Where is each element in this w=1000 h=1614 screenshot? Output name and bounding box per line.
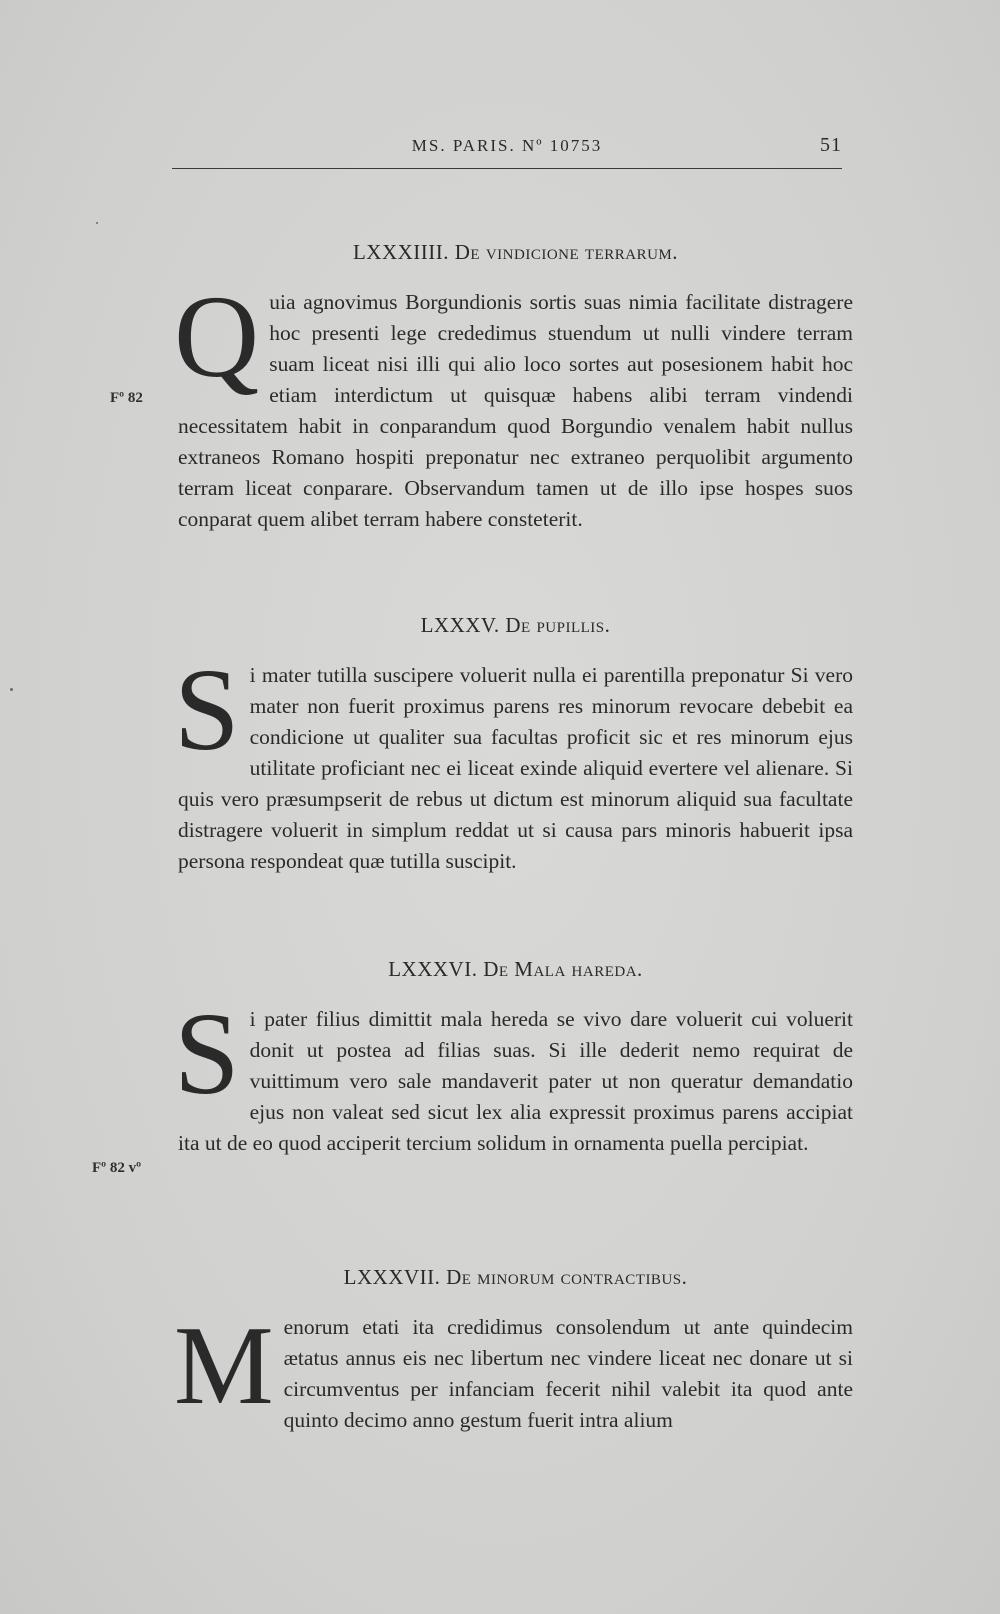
- chapter-87: [174, 1265, 853, 1436]
- chapter-heading: LXXXV. De pupillis.: [420, 613, 611, 637]
- chapter-86: [174, 957, 853, 1159]
- paper-speck: [96, 222, 98, 224]
- chapter-heading: LXXXVI. De Mala hareda.: [388, 957, 643, 981]
- drop-cap-initial: Q: [174, 271, 260, 402]
- drop-cap-initial: S: [174, 644, 240, 775]
- chapter-text: uia agnovimus Borgundionis sortis suas nimia facilitate distragere hoc presenti lege crededimus stuendum ut nulli vindere terram suam liceat nisi illi qui alio loco sortes aut posesionem habit hoc etiam interdictum ut quisquæ habens alibi terram vindendi necessitatem habit in conparandum quod Borgundio venalem habit nullus extraneos Romano hospiti preponatur nec extraneo perquolibit argumento terram liceat conparare. Observandum tamen ut de illo ipse hospes suos conparat quem alibet terram habere consteterit.: [178, 290, 853, 531]
- drop-cap-initial: S: [174, 988, 240, 1119]
- chapter-body: [174, 1304, 853, 1436]
- paper-speck: [10, 688, 13, 691]
- chapter-heading: LXXXIIII. De vindicione terrarum.: [352, 240, 679, 264]
- chapter-84: [174, 240, 853, 535]
- running-title: MS. PARIS. Nº 10753: [411, 136, 603, 155]
- chapter-body: [174, 644, 853, 877]
- margin-folio-note: Fº 82: [110, 390, 143, 406]
- chapter-text: i pater filius dimittit mala hereda se vivo dare voluerit cui voluerit donit ut postea ad filias suas. Si ille dederit nemo requirat de vuittimum vero sale mandaverit pater ut non queratur demandatio ejus non valeat sed sicut lex alia expressit proximus parens accipiat ita ut de eo quod acciperit tercium solidum in ornamenta puella percipiat.: [178, 1007, 853, 1155]
- chapter-85: [174, 613, 853, 877]
- chapter-text: i mater tutilla suscipere voluerit nulla ei parentilla preponatur Si vero mater non fuerit proximus parens res minorum revocare debebit ea condicione ut qualiter sua facultas proficit sic et res minorum ejus utilitate proficiant nec ei liceat exinde aliquid evertere vel alienare. Si quis vero præsumpserit de rebus ut dictum est minorum aliquid sua facultate distragere voluerit in simplum reddat ut si causa pars minoris habuerit ipsa persona respondeat quæ tutilla suscipit.: [178, 663, 853, 873]
- chapter-body: [174, 988, 853, 1159]
- page-number: 51: [820, 134, 842, 156]
- drop-cap-initial: M: [174, 1304, 274, 1428]
- chapter-heading: LXXXVII. De minorum contractibus.: [343, 1265, 688, 1289]
- margin-folio-note: Fº 82 vº: [92, 1160, 142, 1176]
- running-head: [172, 128, 842, 169]
- chapter-text: enorum etati ita credidimus consolendum ut ante quindecim ætatus annus eis nec libertum nec vindere liceat nec donare ut si circumventus per infanciam fecerit nihil valebit ita quod ante quinto decimo anno gestum fuerit intra alium: [283, 1315, 853, 1432]
- chapter-body: [174, 271, 853, 535]
